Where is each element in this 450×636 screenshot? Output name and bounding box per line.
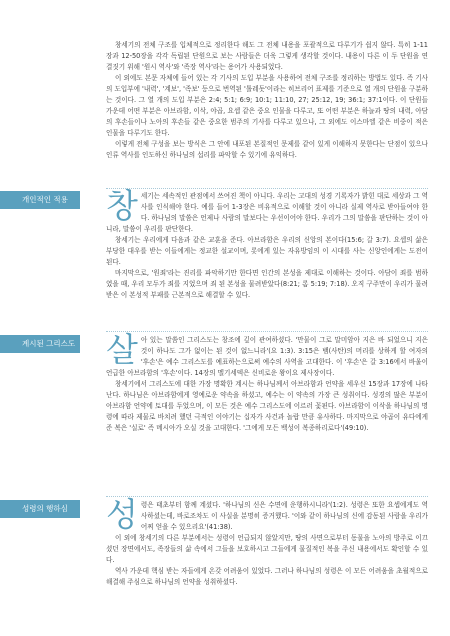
section-christ-revealed — [106, 330, 428, 434]
drop-cap: 성 — [106, 495, 138, 534]
section-divider — [106, 331, 428, 332]
section-tag-personal-application: 개인적인 적용 — [0, 191, 80, 209]
section-tag-holy-spirit: 성령의 행하심 — [0, 500, 80, 518]
section-personal-application — [106, 186, 428, 301]
section-paragraph: 령은 태초부터 함께 계셨다. '하나님의 신은 수면에 운행하시니라'(1:2). 성령은 또한 요셉에게도 역사하셨는데, 바로조차도 이 사실을 분명히 증거했다. '이와 같이 하나님의 신에 감동된 사람을 우리가 어찌 얻을 수 있으리요'(41:38). — [140, 501, 428, 531]
intro-paragraph-3: 이렇게 전체 구성을 보는 방식은 그 안에 내포된 본질적인 문제를 같이 있게 이해하지 못한다는 단점이 있으나 인류 역사를 인도하신 하나님의 섭리를 파악할 수 있기에 유익하다. — [106, 139, 428, 159]
section-divider — [106, 496, 428, 497]
section-paragraph: 창세기에서 그리스도에 대한 가장 명확한 계시는 하나님께서 아브라함과 언약을 세우신 15장과 17장에 나타난다. 하나님은 아브라함에게 영예로운 약속을 하셨고, 예수는 이 약속의 가장 큰 성취이다. 성경의 많은 부분이 아브라함 언약에 토대를 두었으며, 이 모든 것은 예수 그리스도에 이르러 꽃핀다. 아브라함이 이삭을 하나님의 명령에 따라 제물로 바치려 했던 극적인 이야기는 십자가 사건과 놀랍 만큼 유사하다. 마지막으로 야곱이 유다에게 준 복은 '실로' 즉 메시아가 오실 것을 고대한다. '그에게 모든 백성이 복종하리로다'(49:10). — [106, 379, 428, 432]
intro-section — [106, 40, 428, 160]
drop-cap: 살 — [106, 330, 138, 369]
section-paragraph: 아 있는 말씀인 그리스도는 창조에 깊이 관여하셨다. '만물이 그로 말미암아 지은 바 되었으니 지은 것이 하나도 그가 없이는 된 것이 없느니라'(요 1:3). 3:15은 뱀(사탄)의 머리를 상하게 할 여자의 '후손'은 예수 그리스도를 예표하는으로써 예수의 사역을 고대한다. 이 '후손'은 갈 3:16에서 바울이 언급한 아브라함의 '후손'이다. 14장의 멜기세덱은 신비로운 왕이요 제사장이다. — [106, 336, 428, 377]
section-paragraph: 마지막으로, '원죄'라는 진리를 파악하기만 한다면 인간의 본성을 제대로 이해하는 것이다. 아담이 죄를 범하였을 때, 우리 모두가 죄를 지었으며 죄 된 본성을 물려받았다(8:21; 롬 5:19; 7:18). 오직 구주만이 우리가 물려받은 이 본성적 부패를 근본적으로 해결할 수 있다. — [106, 268, 428, 299]
intro-paragraph-2: 이 외에도 본문 자체에 들어 있는 각 기사의 도입 부분을 사용하여 전체 구조를 정리하는 방법도 있다. 즉 기사의 도입부에 '내력', '계보', '족보' 등으로 번역된 '톨레돗'이라는 히브리어 표제를 기준으로 열 개의 단원을 구분하는 것이다. 그 열 개의 도입 부분은 2:4; 5:1; 6:9; 10:1; 11:10, 27; 25:12, 19; 36:1; 37:1이다. 이 단원들 가운데 어떤 부분은 아브라함, 이삭, 야곱, 요셉 같은 중요 인물을 다루고, 또 어떤 부분은 하늘과 땅의 내력, 아담의 후손들이나 노아의 후손들 같은 중요한 범주의 기사를 다루고 있으나, 그 외에도 이스마엘 같은 비중이 적은 인물을 다루기도 한다. — [106, 73, 428, 137]
intro-paragraph-1: 창세기의 전체 구조를 입체적으로 정리한다 해도 그 전체 내용을 포괄적으로 다루기가 쉽지 않다. 특히 1-11장과 12-50장을 각각 독립된 단원으로 보는 사람들은 더욱 그렇게 생각할 것이다. 내용이 다른 이 두 단원을 연결짓기 위해 '원시 역사'와 '족장 역사'라는 용어가 사용되었다. — [106, 41, 428, 71]
section-tag-christ-revealed: 계시된 그리스도 — [0, 335, 80, 353]
drop-cap: 창 — [106, 186, 138, 225]
section-paragraph: 세기는 세속적인 관점에서 쓰여진 책이 아니다. 우리는 고대의 성경 기록자가 밝힌 대로 세상과 그 역사를 인식해야 한다. 예를 들어 1-3장은 비유적으로 이해할 것이 아니라 실제 역사로 받아들여야 한다. 하나님의 말씀은 언제나 사람의 말보다는 우선이어야 한다. 우리가 그의 말씀을 판단하는 것이 아니라, 말씀이 우리를 판단한다. — [106, 192, 428, 233]
section-paragraph: 이 외에 창세기의 다른 부분에서는 성령이 언급되지 않았지만, 땅의 사면으로부터 동물을 노아의 방주로 이끄셨던 장면에서도, 족장들의 삶 속에서 그들을 보호하시고 그들에게 물질적인 복을 주신 내용에서도 확인할 수 있다. — [106, 533, 428, 564]
section-holy-spirit — [106, 495, 428, 588]
section-paragraph: 역사 가운데 핵심 받는 자들에게 온갖 어려움이 있었다. 그러나 하나님의 성령은 이 모든 어려움을 초월적으로 해결해 주심으로 하나님의 언약을 성취하셨다. — [106, 566, 428, 586]
section-divider — [106, 188, 428, 189]
section-paragraph: 창세기는 우리에게 다음과 같은 교훈을 준다. 아브라함은 우리의 신앙의 본이다(15:6; 갈 3:7). 요셉의 삶은 부당한 대우를 받는 이들에게는 정교한 설교이며, 롯에게 있는 자유방임의 이 시대를 사는 신앙인에게는 도전이 된다. — [106, 235, 428, 266]
